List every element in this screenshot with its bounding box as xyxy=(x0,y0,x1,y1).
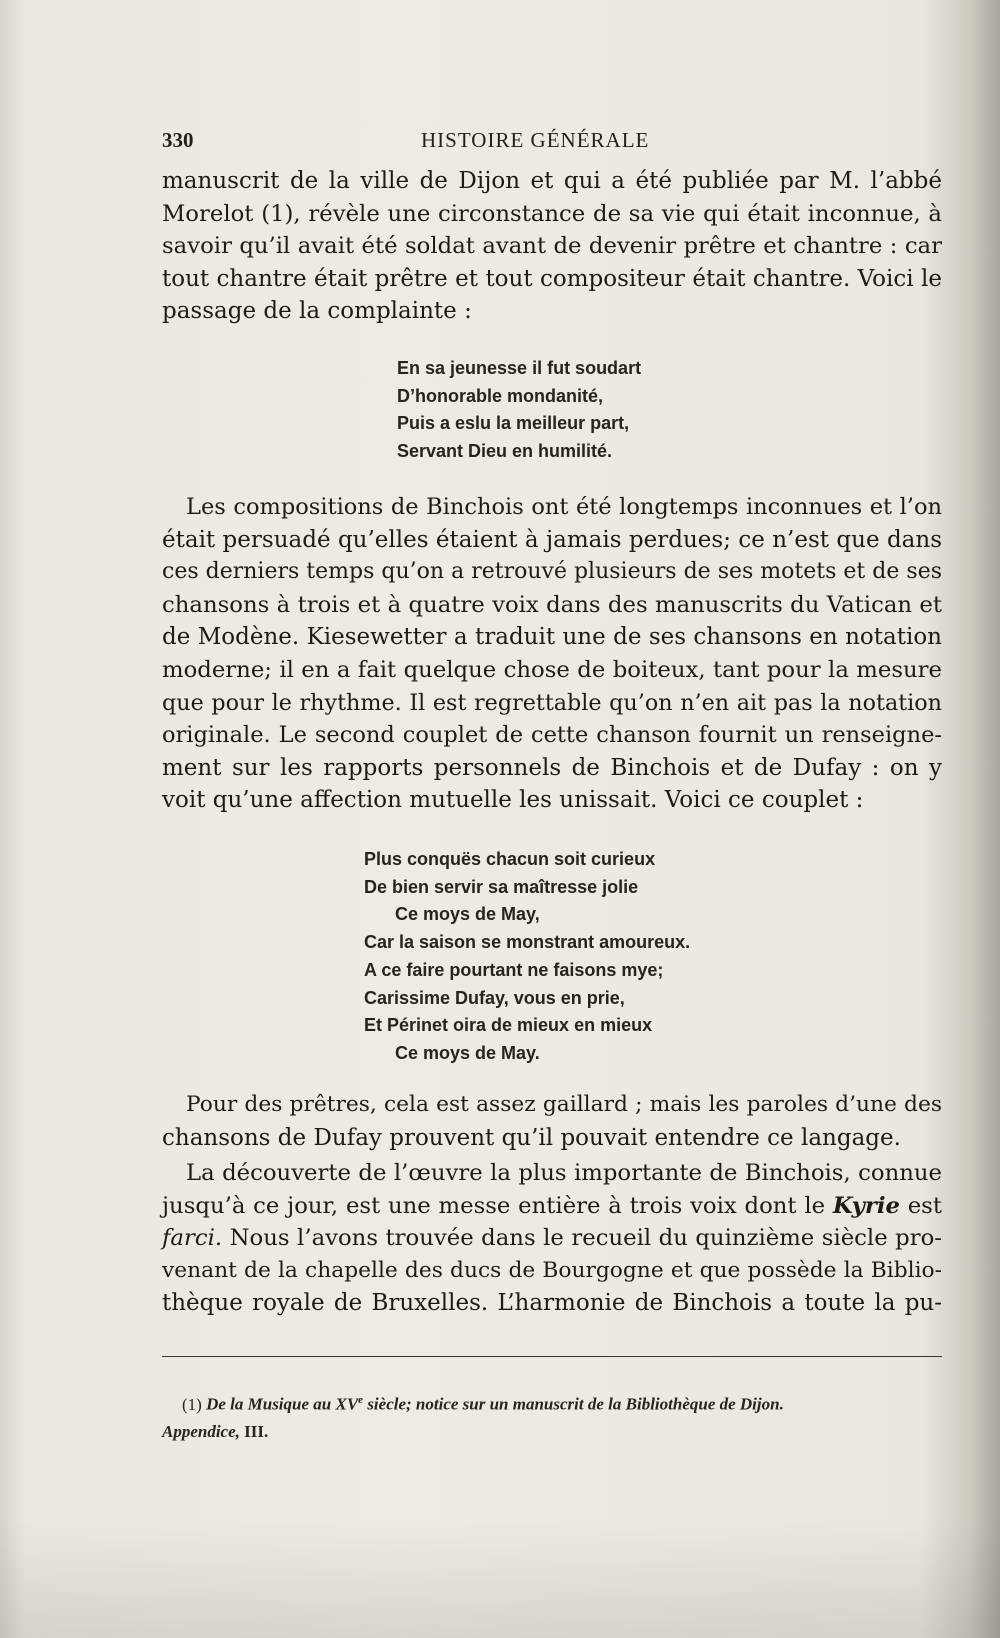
farci-italic: farci. xyxy=(162,1225,223,1252)
verse-line: A ce faire pourtant ne faisons mye; xyxy=(364,959,664,980)
text-run: jusqu’à ce jour, est une messe entière à trois voix dont le xyxy=(162,1192,833,1219)
paragraph-3 xyxy=(162,1089,942,1154)
footnote-rule xyxy=(162,1356,942,1357)
footnote-appendix: Appendice, xyxy=(162,1421,240,1441)
verse-couplet xyxy=(364,846,690,1068)
verse-line: D’honorable mondanité, xyxy=(397,385,604,406)
text-line: Les compositions de Binchois ont été longtemps inconnues et l’on xyxy=(186,494,942,520)
text-line: La découverte de l’œuvre la plus importante de Binchois, connue xyxy=(186,1160,942,1186)
verse-line: Servant Dieu en humilité. xyxy=(397,440,613,461)
text-line: manuscrit de la ville de Dijon et qui a été publiée par M. l’abbé xyxy=(162,168,942,194)
text-line xyxy=(162,1190,942,1223)
footnote xyxy=(162,1387,942,1445)
text-line: que pour le rhythme. Il est regrettable qu’on n’en ait pas la notation xyxy=(162,689,942,716)
text-line: passage de la complainte : xyxy=(162,298,472,325)
verse-line: Plus conquës chacun soit curieux xyxy=(364,849,656,869)
text-line: thèque royale de Bruxelles. L’harmonie de Binchois a toute la pu- xyxy=(162,1290,942,1317)
verse-line: Carissime Dufay, vous en prie, xyxy=(364,987,625,1008)
verse-line: Et Périnet oira de mieux en mieux xyxy=(364,1015,653,1036)
paragraph-1 xyxy=(162,165,942,328)
verse-complainte xyxy=(397,355,641,465)
verse-line: De bien servir sa maîtresse jolie xyxy=(364,876,639,897)
text-line: était persuadé qu’elles étaient à jamais perdues; ce n’est que dans xyxy=(162,526,942,553)
footnote-title-rest: siècle; notice sur un manuscrit de la Bibliothèque de Dijon. xyxy=(363,1394,784,1414)
text-line: voit qu’une affection mutuelle les unissait. Voici ce couplet : xyxy=(162,787,864,814)
kyrie-italic: Kyrie xyxy=(832,1192,900,1219)
text-line: moderne; il en a fait quelque chose de boiteux, tant pour la mesure xyxy=(162,656,942,683)
text-line: Pour des prêtres, cela est assez gaillard ; mais les paroles d’une des xyxy=(186,1092,942,1117)
footnote-title: De la Musique au XV xyxy=(206,1394,359,1414)
verse-line: Ce moys de May, xyxy=(395,904,540,925)
text-run: Nous l’avons trouvée dans le recueil du quinzième siècle pro- xyxy=(222,1225,942,1252)
page-number: 330 xyxy=(162,128,194,152)
verse-line: En sa jeunesse il fut soudart xyxy=(397,358,642,378)
footnote-line xyxy=(162,1387,942,1418)
text-run: est xyxy=(899,1192,942,1219)
text-line: ment sur les rapports personnels de Binchois et de Dufay : on y xyxy=(162,754,942,781)
footnote-appendix-number: III. xyxy=(239,1421,269,1441)
footnote-number: (1) xyxy=(182,1394,202,1414)
page-header xyxy=(162,128,942,156)
text-line: de Modène. Kiesewetter a traduit une de ses chansons en notation xyxy=(162,624,942,651)
page-shadow xyxy=(0,1518,1000,1638)
verse-line: Ce moys de May. xyxy=(395,1042,540,1063)
text-line: venant de la chapelle des ducs de Bourgogne et que possède la Biblio- xyxy=(162,1257,942,1283)
verse-line: Car la saison se monstrant amoureux. xyxy=(364,932,691,953)
text-line: chansons de Dufay prouvent qu’il pouvait entendre ce langage. xyxy=(162,1124,901,1151)
paragraph-2 xyxy=(162,491,942,817)
verse-line: Puis a eslu la meilleur part, xyxy=(397,413,630,433)
text-line: ces derniers temps qu’on a retrouvé plusieurs de ses motets et de ses xyxy=(162,559,942,585)
paragraph-4 xyxy=(162,1157,942,1320)
text-line xyxy=(162,1222,942,1255)
running-title: HISTOIRE GÉNÉRALE xyxy=(421,128,650,152)
text-line: savoir qu’il avait été soldat avant de devenir prêtre et chantre : car xyxy=(162,233,942,260)
text-line: originale. Le second couplet de cette chanson fournit un renseigne- xyxy=(162,722,942,749)
text-line: Morelot (1), révèle une circonstance de sa vie qui était inconnue, à xyxy=(162,200,942,227)
text-line: chansons à trois et à quatre voix dans des manuscrits du Vatican et xyxy=(162,591,942,618)
text-line: tout chantre était prêtre et tout compositeur était chantre. Voici le xyxy=(162,265,942,292)
footnote-superscript: e xyxy=(358,1394,364,1406)
footnote-line xyxy=(162,1418,942,1445)
